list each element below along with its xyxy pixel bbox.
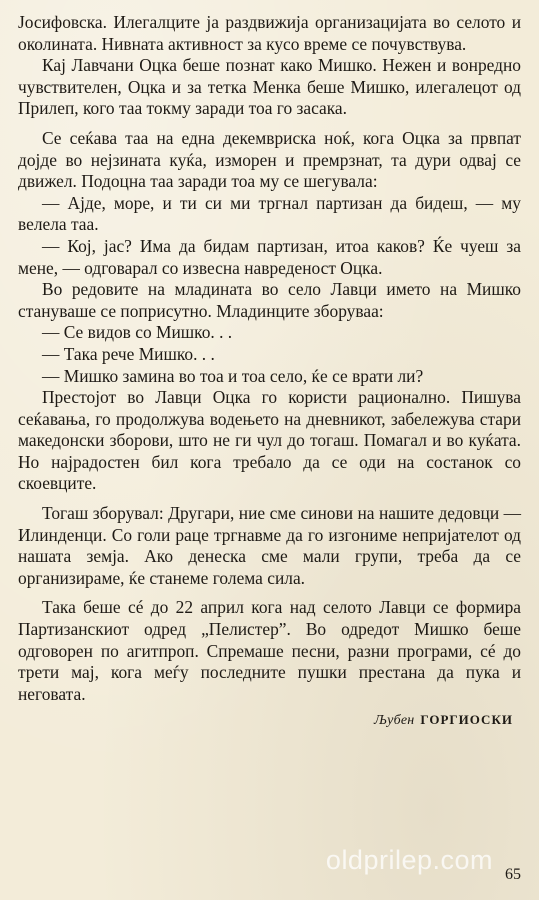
paragraph-6: Тогаш зборувал: Другари, ние сме синови на нашите дедовци — Илинденци. Со голи раце тргнавме да го изгониме непријателот од нашата земја. Ако денеска сме мали групи, треба да се организираме, ќе станеме голема сила.: [18, 503, 521, 588]
paragraph-3: Се сеќава таа на една декемвриска ноќ, кога Оцка за првпат дојде во нејзината куќа, изморен и премрзнат, та дури одвај се движел. Подоцна таа заради тоа му се шегувала:: [18, 127, 521, 192]
author-first-name: Љубен: [374, 713, 415, 729]
paragraph-7: Така беше сé до 22 април кога над селото Лавци се формира Партизанскиот одред „Пелистер”. Во одредот Мишко беше одговорен по агитпроп. Спремаше песни, разни програми, сé до трети мај, кога меѓу последните пушки престана да пука и неговата.: [18, 597, 521, 704]
page-number: 65: [505, 866, 521, 883]
dialogue-line-1: — Ајде, море, и ти си ми тргнал партизан да бидеш, — му велела таа.: [18, 192, 521, 235]
site-watermark: oldprilep.com: [325, 845, 493, 875]
author-signature: [18, 711, 521, 730]
book-page: [18, 12, 521, 888]
paragraph-4: Во редовите на младината во село Лавци името на Мишко стануваше се поприсутно. Младинците зборуваа:: [18, 279, 521, 321]
author-last-name: ГОРГИОСКИ: [420, 712, 513, 728]
paragraph-5: Престојот во Лавци Оцка го користи рационално. Пишува сеќавања, го продолжува водењето на дневникот, забележува стари македонски зборови, што не ги чул до тогаш. Помагал и во куќата. Но најрадостен бил кога требало да се оди на состанок со скоевците.: [18, 387, 521, 494]
quote-line-1: — Се видов со Мишко. . .: [42, 322, 233, 343]
dialogue-line-2: — Кој, јас? Има да бидам партизан, итоа каков? Ќе чуеш за мене, — одговарал со извесна навреденост Оцка.: [18, 235, 521, 278]
paragraph-1: Јосифовска. Илегалците ја раздвижија организацијата во селото и околината. Нивната активност за кусо време се почувствува.: [18, 12, 521, 54]
quote-line-2: — Така рече Мишко. . .: [42, 343, 215, 364]
paragraph-2: Кај Лавчани Оцка беше познат како Мишко. Нежен и вонредно чувствителен, Оцка и за тетка Менка беше Мишко, илегалецот од Прилеп, кого таа токму заради тоа го засака.: [18, 55, 521, 119]
quote-line-3: — Мишко замина во тоа и тоа село, ќе се врати ли?: [42, 365, 424, 386]
